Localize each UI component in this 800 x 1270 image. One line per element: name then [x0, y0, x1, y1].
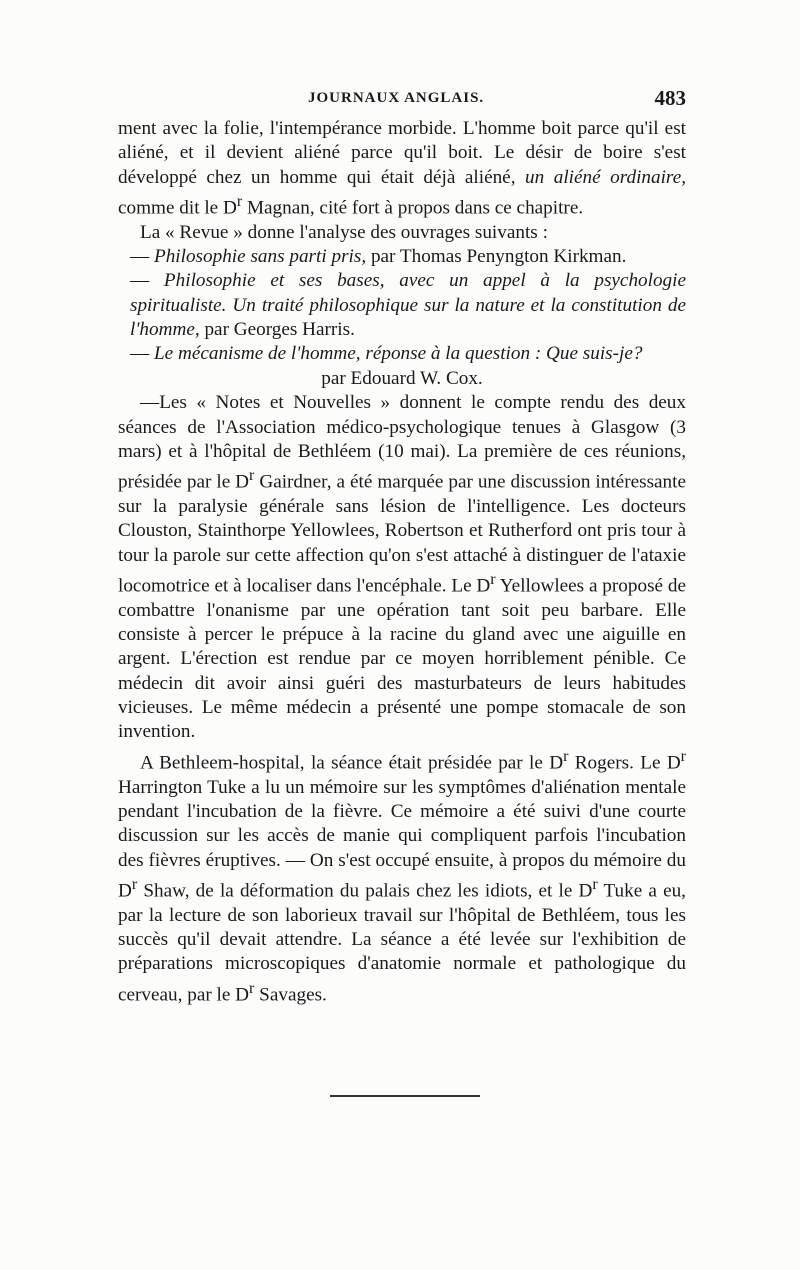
- revue-item-2: — Philosophie et ses bases, avec un appel à la psychologie spiritualiste. Un traité philosophique sur la nature et la constitution de l'homme, par Georges Harris.: [130, 270, 686, 341]
- notes-paragraph-1: —Les « Notes et Nouvelles » donnent le compte rendu des deux séances de l'Association médico-psychologique tenues à Glasgow (3 mars) et à l'hôpital de Bethléem (10 mai). La première de ces réunions, présidée par le $D^r$ Gairdner, a été marquée par une discussion intéressante sur la paralysie générale sans lésion de l'intelligence. Les docteurs Clouston, Stainthorpe Yellowlees, Robertson et Rutherford ont pris tour à tour la parole sur cette affection qu'on s'est attaché à distinguer de l'ataxie locomotrice et à localiser dans l'encéphale. Le $D^r$ Yellowlees a proposé de combattre l'onanisme par une opération tant soit peu barbare. Elle consiste à percer le prépuce à la racine du gland avec une aiguille en argent. L'érection est rendue par ce moyen horriblement pénible. Ce médecin dit avoir ainsi guéri des masturbateurs de leurs habitudes vicieuses. Le même médecin a présenté une pompe stomacale de son invention.: [118, 392, 686, 743]
- body-text: [118, 117, 686, 1007]
- running-title: JOURNAUX ANGLAIS.: [308, 90, 485, 106]
- section-rule: [330, 1095, 480, 1097]
- revue-item-3-author: par Edouard W. Cox.: [321, 367, 483, 389]
- page-number: 483: [654, 86, 686, 110]
- revue-item-3: — Le mécanisme de l'homme, réponse à la question : Que suis-je?: [130, 343, 643, 365]
- notes-paragraph-2: A Bethleem-hospital, la séance était présidée par le $D^r$ Rogers. Le $D^r$ Harrington Tuke a lu un mémoire sur les symptômes d'aliénation mentale pendant l'incubation de la fièvre. Ce mémoire a été suivi d'une courte discussion sur les accès de manie qui compliquent parfois l'incubation des fièvres éruptives. — On s'est occupé ensuite, à propos du mémoire du $D^r$ Shaw, de la déformation du palais chez les idiots, et le $D^r$ Tuke a eu, par la lecture de son laborieux travail sur l'hôpital de Bethléem, tous les succès qu'il devait attendre. La séance a été levée sur l'exhibition de préparations microscopiques d'anatomie normale et pathologique du cerveau, par le $D^r$ Savages.: [118, 747, 686, 1006]
- page-header: [118, 86, 686, 114]
- revue-item-1: — Philosophie sans parti pris, par Thomas Penyngton Kirkman.: [130, 246, 627, 268]
- paragraph-continuation: ment avec la folie, l'intempérance morbide. L'homme boit parce qu'il est aliéné, et il devient aliéné parce qu'il boit. Le désir de boire s'est développé chez un homme qui était déjà aliéné, un aliéné ordinaire, comme dit le $D^r$ Magnan, cité fort à propos dans ce chapitre.: [118, 118, 687, 219]
- revue-intro: La « Revue » donne l'analyse des ouvrages suivants :: [140, 221, 548, 243]
